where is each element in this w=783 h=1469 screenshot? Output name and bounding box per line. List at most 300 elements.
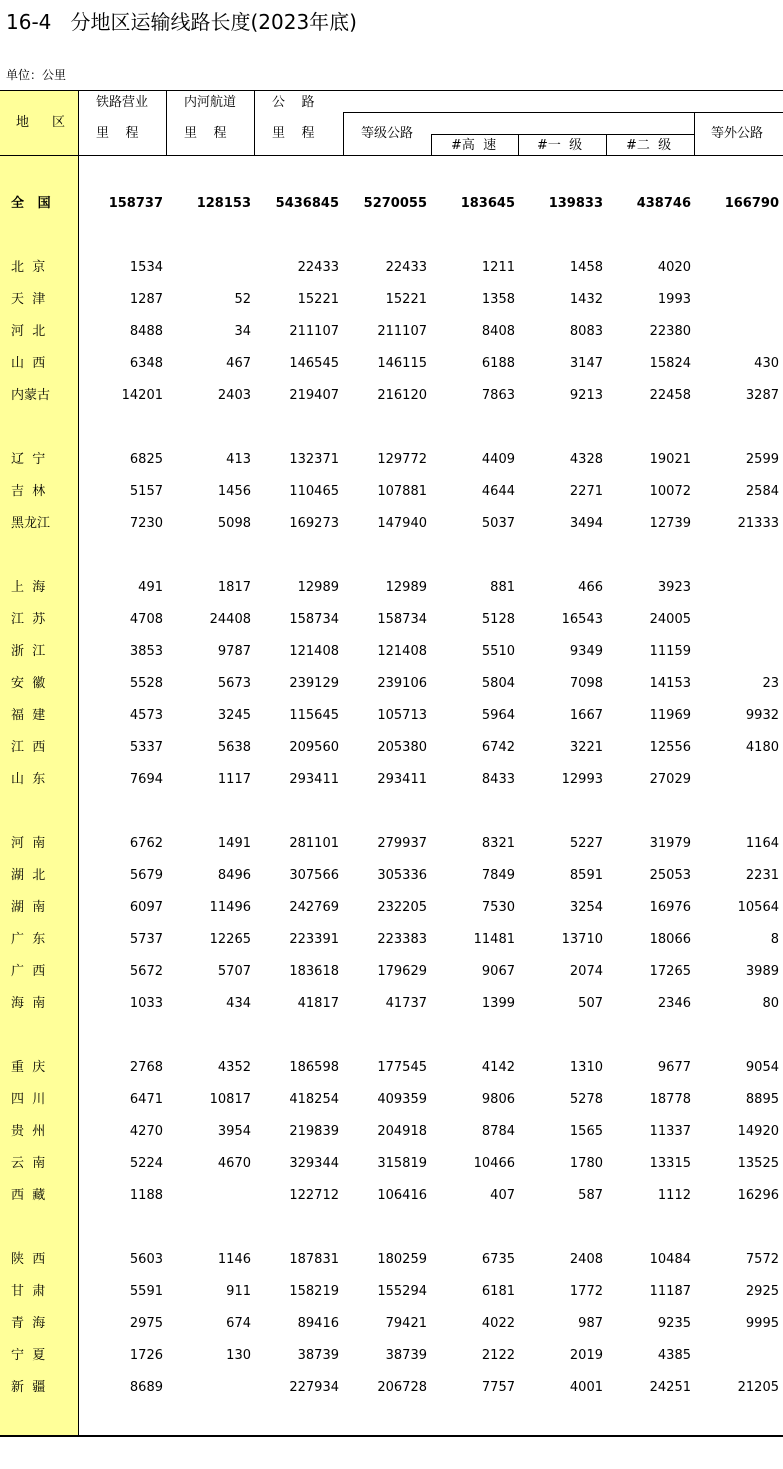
header-road-top: 公 路	[272, 95, 315, 110]
col-divider-class1	[606, 134, 607, 155]
table-cell: 9787	[217, 644, 251, 659]
table-cell: 2403	[217, 388, 251, 403]
table-cell: 11159	[649, 644, 691, 659]
table-cell: 7230	[129, 516, 163, 531]
header-inland-bottom: 里 程	[184, 126, 227, 141]
region-name: 新 疆	[11, 1380, 46, 1395]
table-cell: 23	[762, 676, 779, 691]
header-graded: 等级公路	[361, 126, 414, 141]
table-cell: 8689	[129, 1380, 163, 1395]
table-cell: 232205	[377, 900, 427, 915]
table-cell: 227934	[289, 1380, 339, 1395]
region-name: 陕 西	[11, 1252, 46, 1267]
region-name: 四 川	[11, 1092, 46, 1107]
table-cell: 4180	[745, 740, 779, 755]
table-cell: 7849	[481, 868, 515, 883]
table-cell: 4142	[481, 1060, 515, 1075]
table-cell: 1667	[569, 708, 603, 723]
table-cell: 41817	[297, 996, 339, 1011]
table-cell: 3287	[745, 388, 779, 403]
col-divider-road	[343, 112, 344, 155]
header-region-a: 地	[16, 115, 30, 130]
table-cell: 12739	[649, 516, 691, 531]
table-cell: 8591	[569, 868, 603, 883]
table-cell: 115645	[289, 708, 339, 723]
table-cell: 15221	[297, 292, 339, 307]
table-cell: 6825	[129, 452, 163, 467]
table-cell: 14201	[121, 388, 163, 403]
table-cell: 9054	[745, 1060, 779, 1075]
table-cell: 31979	[649, 836, 691, 851]
table-cell: 12989	[297, 580, 339, 595]
table-cell: 12993	[561, 772, 603, 787]
table-cell: 1211	[481, 260, 515, 275]
table-cell: 8784	[481, 1124, 515, 1139]
table-cell: 3954	[217, 1124, 251, 1139]
table-cell: 2074	[569, 964, 603, 979]
region-name: 广 东	[11, 932, 46, 947]
table-cell: 281101	[289, 836, 339, 851]
table-cell: 15824	[649, 356, 691, 371]
table-cell: 1458	[569, 260, 603, 275]
table-cell: 1399	[481, 996, 515, 1011]
table-cell: 9995	[745, 1316, 779, 1331]
region-name: 天 津	[11, 292, 46, 307]
table-cell: 183645	[460, 196, 515, 211]
table-cell: 279937	[377, 836, 427, 851]
region-name: 辽 宁	[11, 452, 46, 467]
table-cell: 89416	[297, 1316, 339, 1331]
table-cell: 5638	[217, 740, 251, 755]
table-cell: 7694	[129, 772, 163, 787]
table-cell: 2122	[481, 1348, 515, 1363]
header-class1: #一 级	[537, 138, 583, 153]
region-name: 贵 州	[11, 1124, 46, 1139]
table-cell: 911	[226, 1284, 251, 1299]
table-cell: 187831	[289, 1252, 339, 1267]
table-cell: 25053	[649, 868, 691, 883]
table-cell: 2271	[569, 484, 603, 499]
table-cell: 110465	[289, 484, 339, 499]
region-name: 广 西	[11, 964, 46, 979]
table-cell: 27029	[649, 772, 691, 787]
table-cell: 52	[234, 292, 251, 307]
table-cell: 438746	[636, 196, 691, 211]
table-cell: 13315	[649, 1156, 691, 1171]
region-name: 甘 肃	[11, 1284, 46, 1299]
region-name: 北 京	[11, 260, 46, 275]
table-title: 16-4 分地区运输线路长度(2023年底)	[6, 10, 357, 34]
table-cell: 242769	[289, 900, 339, 915]
table-cell: 183618	[289, 964, 339, 979]
col-divider-graded	[431, 134, 432, 155]
table-cell: 8	[770, 932, 779, 947]
table-cell: 6348	[129, 356, 163, 371]
table-cell: 10564	[737, 900, 779, 915]
table-cell: 6735	[481, 1252, 515, 1267]
region-name: 山 东	[11, 772, 46, 787]
table-cell: 8083	[569, 324, 603, 339]
table-cell: 12556	[649, 740, 691, 755]
table-cell: 9349	[569, 644, 603, 659]
region-name: 宁 夏	[11, 1348, 46, 1363]
table-cell: 7863	[481, 388, 515, 403]
table-cell: 3494	[569, 516, 603, 531]
table-cell: 219407	[289, 388, 339, 403]
table-cell: 205380	[377, 740, 427, 755]
table-cell: 5227	[569, 836, 603, 851]
table-cell: 1033	[129, 996, 163, 1011]
table-cell: 5098	[217, 516, 251, 531]
table-cell: 987	[578, 1316, 603, 1331]
region-name: 上 海	[11, 580, 46, 595]
road-subheader-rule	[343, 112, 783, 113]
table-cell: 204918	[377, 1124, 427, 1139]
table-cell: 4708	[129, 612, 163, 627]
table-cell: 8488	[129, 324, 163, 339]
table-cell: 13710	[561, 932, 603, 947]
col-divider-expressway	[518, 134, 519, 155]
table-cell: 5672	[129, 964, 163, 979]
table-cell: 18066	[649, 932, 691, 947]
table-cell: 307566	[289, 868, 339, 883]
table-cell: 1358	[481, 292, 515, 307]
table-cell: 12989	[385, 580, 427, 595]
region-name: 内蒙古	[11, 388, 51, 403]
col-divider-inland	[254, 90, 255, 155]
table-cell: 3989	[745, 964, 779, 979]
table-cell: 22433	[297, 260, 339, 275]
table-cell: 209560	[289, 740, 339, 755]
table-cell: 2925	[745, 1284, 779, 1299]
table-cell: 22433	[385, 260, 427, 275]
table-cell: 2584	[745, 484, 779, 499]
table-cell: 122712	[289, 1188, 339, 1203]
region-name: 河 北	[11, 324, 46, 339]
table-cell: 6181	[481, 1284, 515, 1299]
table-cell: 5707	[217, 964, 251, 979]
table-cell: 5037	[481, 516, 515, 531]
table-cell: 79421	[385, 1316, 427, 1331]
region-name: 山 西	[11, 356, 46, 371]
table-cell: 1780	[569, 1156, 603, 1171]
unit-label: 单位：公里	[6, 68, 67, 82]
table-cell: 305336	[377, 868, 427, 883]
table-cell: 507	[578, 996, 603, 1011]
table-cell: 3923	[657, 580, 691, 595]
header-rail-bottom: 里 程	[96, 126, 139, 141]
table-cell: 121408	[377, 644, 427, 659]
region-name: 黑龙江	[11, 516, 51, 531]
table-cell: 24251	[649, 1380, 691, 1395]
table-cell: 1310	[569, 1060, 603, 1075]
table-cell: 16976	[649, 900, 691, 915]
table-cell: 8895	[745, 1092, 779, 1107]
table-cell: 315819	[377, 1156, 427, 1171]
table-cell: 4670	[217, 1156, 251, 1171]
table-cell: 466	[578, 580, 603, 595]
table-cell: 4270	[129, 1124, 163, 1139]
table-cell: 223383	[377, 932, 427, 947]
table-cell: 1565	[569, 1124, 603, 1139]
table-cell: 4328	[569, 452, 603, 467]
table-cell: 1772	[569, 1284, 603, 1299]
table-cell: 1164	[745, 836, 779, 851]
table-cell: 41737	[385, 996, 427, 1011]
table-cell: 10484	[649, 1252, 691, 1267]
region-name: 湖 南	[11, 900, 46, 915]
region-name: 吉 林	[11, 484, 46, 499]
table-cell: 2346	[657, 996, 691, 1011]
table-cell: 418254	[289, 1092, 339, 1107]
table-cell: 2975	[129, 1316, 163, 1331]
table-cell: 166790	[724, 196, 779, 211]
table-cell: 4001	[569, 1380, 603, 1395]
table-cell: 34	[234, 324, 251, 339]
table-cell: 5964	[481, 708, 515, 723]
table-cell: 5804	[481, 676, 515, 691]
table-cell: 105713	[377, 708, 427, 723]
table-cell: 7572	[745, 1252, 779, 1267]
table-cell: 8321	[481, 836, 515, 851]
table-cell: 107881	[377, 484, 427, 499]
table-cell: 407	[490, 1188, 515, 1203]
table-cell: 2408	[569, 1252, 603, 1267]
region-name: 江 西	[11, 740, 46, 755]
table-cell: 4022	[481, 1316, 515, 1331]
col-divider-rail	[166, 90, 167, 155]
table-cell: 293411	[377, 772, 427, 787]
table-cell: 12265	[209, 932, 251, 947]
table-cell: 3853	[129, 644, 163, 659]
table-cell: 206728	[377, 1380, 427, 1395]
header-class2: #二 级	[626, 138, 672, 153]
table-cell: 211107	[289, 324, 339, 339]
table-cell: 146545	[289, 356, 339, 371]
table-cell: 8433	[481, 772, 515, 787]
table-cell: 128153	[196, 196, 251, 211]
table-cell: 8408	[481, 324, 515, 339]
table-cell: 3221	[569, 740, 603, 755]
table-cell: 169273	[289, 516, 339, 531]
table-cell: 1112	[657, 1188, 691, 1203]
table-cell: 1456	[217, 484, 251, 499]
table-cell: 6471	[129, 1092, 163, 1107]
table-cell: 1726	[129, 1348, 163, 1363]
table-cell: 10466	[473, 1156, 515, 1171]
table-cell: 9806	[481, 1092, 515, 1107]
table-cell: 881	[490, 580, 515, 595]
table-cell: 38739	[297, 1348, 339, 1363]
table-cell: 4352	[217, 1060, 251, 1075]
table-cell: 10072	[649, 484, 691, 499]
header-bottom-rule	[0, 155, 783, 156]
table-cell: 15221	[385, 292, 427, 307]
region-name: 全 国	[11, 196, 51, 211]
table-cell: 1287	[129, 292, 163, 307]
table-cell: 132371	[289, 452, 339, 467]
region-name: 云 南	[11, 1156, 46, 1171]
table-cell: 8496	[217, 868, 251, 883]
header-expressway: #高 速	[451, 138, 497, 153]
table-cell: 1117	[217, 772, 251, 787]
table-cell: 9677	[657, 1060, 691, 1075]
table-cell: 674	[226, 1316, 251, 1331]
table-cell: 6097	[129, 900, 163, 915]
region-name: 青 海	[11, 1316, 46, 1331]
table-cell: 3147	[569, 356, 603, 371]
table-cell: 147940	[377, 516, 427, 531]
table-cell: 2768	[129, 1060, 163, 1075]
table-cell: 5337	[129, 740, 163, 755]
table-cell: 491	[138, 580, 163, 595]
table-cell: 5157	[129, 484, 163, 499]
region-name: 安 徽	[11, 676, 46, 691]
table-cell: 13525	[737, 1156, 779, 1171]
table-cell: 3254	[569, 900, 603, 915]
table-cell: 11481	[473, 932, 515, 947]
table-cell: 329344	[289, 1156, 339, 1171]
table-cell: 121408	[289, 644, 339, 659]
table-cell: 4020	[657, 260, 691, 275]
table-cell: 6762	[129, 836, 163, 851]
table-cell: 24005	[649, 612, 691, 627]
table-cell: 219839	[289, 1124, 339, 1139]
table-cell: 14153	[649, 676, 691, 691]
table-cell: 3245	[217, 708, 251, 723]
table-cell: 6742	[481, 740, 515, 755]
table-cell: 11337	[649, 1124, 691, 1139]
table-cell: 9932	[745, 708, 779, 723]
table-cell: 7757	[481, 1380, 515, 1395]
table-cell: 5673	[217, 676, 251, 691]
table-cell: 19021	[649, 452, 691, 467]
table-cell: 146115	[377, 356, 427, 371]
header-ungraded: 等外公路	[711, 126, 764, 141]
header-inland-top: 内河航道	[184, 95, 237, 110]
table-cell: 467	[226, 356, 251, 371]
table-cell: 17265	[649, 964, 691, 979]
table-cell: 11496	[209, 900, 251, 915]
graded-subheader-rule	[431, 134, 694, 135]
table-cell: 1432	[569, 292, 603, 307]
table-cell: 216120	[377, 388, 427, 403]
table-cell: 409359	[377, 1092, 427, 1107]
table-cell: 2019	[569, 1348, 603, 1363]
region-name: 福 建	[11, 708, 46, 723]
header-top-rule	[0, 90, 783, 91]
table-cell: 38739	[385, 1348, 427, 1363]
table-cell: 155294	[377, 1284, 427, 1299]
table-cell: 239129	[289, 676, 339, 691]
table-cell: 5603	[129, 1252, 163, 1267]
table-cell: 1817	[217, 580, 251, 595]
table-cell: 7530	[481, 900, 515, 915]
table-cell: 9067	[481, 964, 515, 979]
region-name: 河 南	[11, 836, 46, 851]
table-cell: 18778	[649, 1092, 691, 1107]
table-cell: 11969	[649, 708, 691, 723]
table-cell: 5737	[129, 932, 163, 947]
table-cell: 186598	[289, 1060, 339, 1075]
table-cell: 106416	[377, 1188, 427, 1203]
table-cell: 1188	[129, 1188, 163, 1203]
table-cell: 1146	[217, 1252, 251, 1267]
table-cell: 5436845	[275, 196, 339, 211]
table-cell: 5510	[481, 644, 515, 659]
region-name: 湖 北	[11, 868, 46, 883]
table-cell: 2231	[745, 868, 779, 883]
table-cell: 5591	[129, 1284, 163, 1299]
table-cell: 24408	[209, 612, 251, 627]
table-cell: 139833	[548, 196, 603, 211]
region-name: 西 藏	[11, 1188, 46, 1203]
table-cell: 430	[754, 356, 779, 371]
header-rail-top: 铁路营业	[96, 95, 149, 110]
table-cell: 5528	[129, 676, 163, 691]
region-name: 海 南	[11, 996, 46, 1011]
table-cell: 179629	[377, 964, 427, 979]
table-cell: 5270055	[363, 196, 427, 211]
table-cell: 5128	[481, 612, 515, 627]
table-cell: 14920	[737, 1124, 779, 1139]
table-cell: 180259	[377, 1252, 427, 1267]
table-cell: 158737	[108, 196, 163, 211]
header-road-bottom: 里 程	[272, 126, 315, 141]
table-cell: 1491	[217, 836, 251, 851]
table-cell: 22458	[649, 388, 691, 403]
table-cell: 7098	[569, 676, 603, 691]
table-cell: 9213	[569, 388, 603, 403]
table-cell: 11187	[649, 1284, 691, 1299]
table-bottom-rule	[0, 1435, 783, 1437]
table-cell: 16296	[737, 1188, 779, 1203]
table-cell: 434	[226, 996, 251, 1011]
table-cell: 21333	[737, 516, 779, 531]
table-cell: 223391	[289, 932, 339, 947]
table-cell: 211107	[377, 324, 427, 339]
table-cell: 22380	[649, 324, 691, 339]
table-cell: 6188	[481, 356, 515, 371]
table-cell: 1534	[129, 260, 163, 275]
table-cell: 10817	[209, 1092, 251, 1107]
table-cell: 293411	[289, 772, 339, 787]
table-cell: 4385	[657, 1348, 691, 1363]
table-cell: 5679	[129, 868, 163, 883]
table-cell: 16543	[561, 612, 603, 627]
table-cell: 5224	[129, 1156, 163, 1171]
table-cell: 1993	[657, 292, 691, 307]
table-cell: 587	[578, 1188, 603, 1203]
table-cell: 158219	[289, 1284, 339, 1299]
col-divider-class2	[694, 112, 695, 155]
region-name: 浙 江	[11, 644, 46, 659]
table-cell: 9235	[657, 1316, 691, 1331]
table-cell: 4573	[129, 708, 163, 723]
table-cell: 2599	[745, 452, 779, 467]
table-cell: 158734	[289, 612, 339, 627]
table-cell: 4409	[481, 452, 515, 467]
header-region-b: 区	[52, 115, 66, 130]
table-cell: 130	[226, 1348, 251, 1363]
table-cell: 413	[226, 452, 251, 467]
table-cell: 4644	[481, 484, 515, 499]
table-cell: 177545	[377, 1060, 427, 1075]
table-cell: 129772	[377, 452, 427, 467]
table-cell: 21205	[737, 1380, 779, 1395]
table-cell: 158734	[377, 612, 427, 627]
region-name: 重 庆	[11, 1060, 46, 1075]
